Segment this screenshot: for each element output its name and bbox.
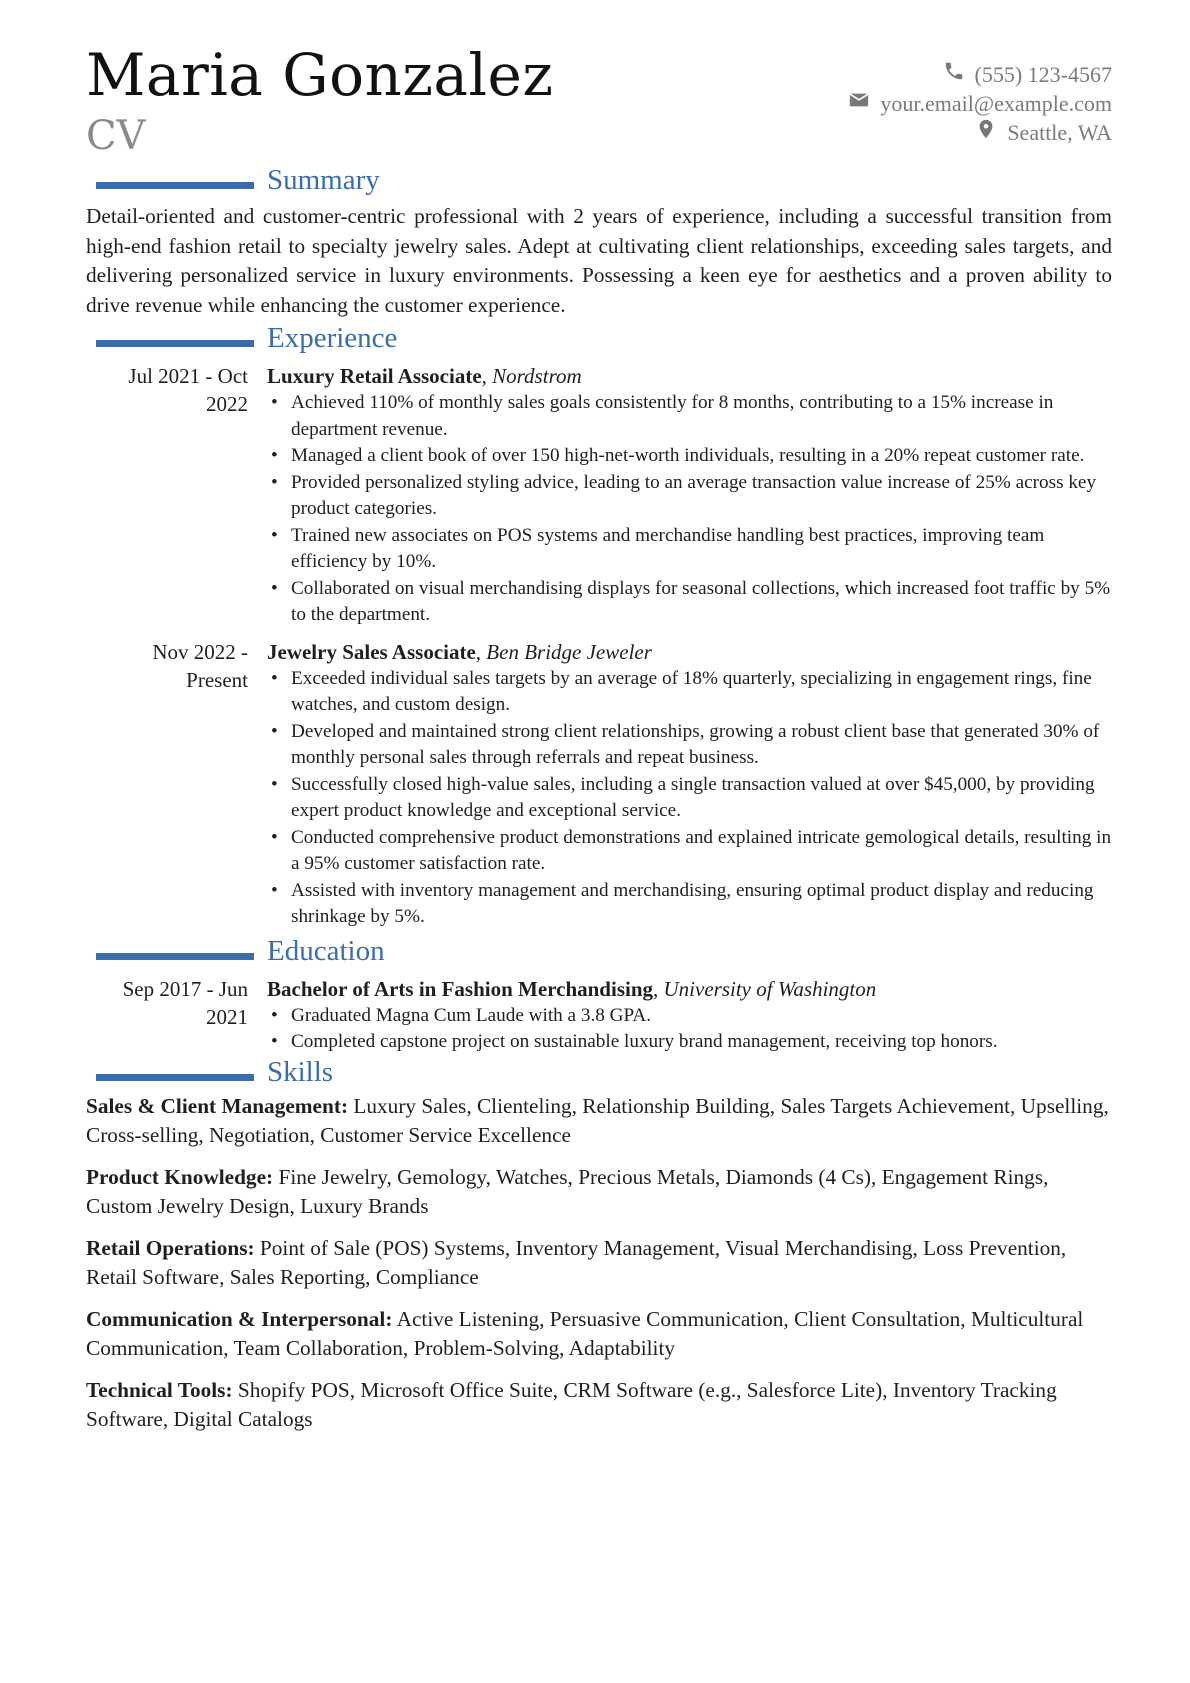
section-accent-bar — [96, 953, 254, 960]
entry-body — [267, 638, 1112, 931]
experience-entry — [86, 362, 1112, 629]
skill-category: Communication & Interpersonal: — [86, 1306, 393, 1331]
skill-items: Shopify POS, Microsoft Office Suite, CRM Software (e.g., Salesforce Lite), Inventory Tracking Software, Digital Catalogs — [86, 1377, 1057, 1431]
section-accent-bar — [96, 340, 254, 347]
experience-entry — [86, 638, 1112, 931]
entry-body — [267, 362, 1112, 629]
skill-row — [86, 1376, 1112, 1435]
section-title-skills: Skills — [267, 1055, 334, 1088]
list-item: • Exceeded individual sales targets by an average of 18% quarterly, specializing in engagement rings, fine watches, and custom design. — [267, 666, 1112, 719]
date-line: 2022 — [206, 392, 248, 416]
skill-row — [86, 1234, 1112, 1293]
entry-date — [86, 975, 267, 1056]
summary-text: Detail-oriented and customer-centric professional with 2 years of experience, including a successful transition from high-end fashion retail to specialty jewelry sales. Adept at cultivating client relationships, exceeding sales targets, and delivering personalized service in luxury environments. Possessing a keen eye for aesthetics and a proven ability to drive revenue while enhancing the customer experience. — [86, 204, 1112, 317]
bullet-list — [267, 1003, 1112, 1056]
skill-category: Technical Tools: — [86, 1377, 233, 1402]
list-item: • Managed a client book of over 150 high-net-worth individuals, resulting in a 20% repeat customer rate. — [267, 443, 1112, 470]
email-address[interactable]: your.email@example.com — [880, 91, 1112, 116]
date-line: Jul 2021 - Oct — [128, 364, 248, 388]
list-item: • Successfully closed high-value sales, including a single transaction valued at over $45,000, by providing expert product knowledge and exceptional service. — [267, 772, 1112, 825]
list-item: • Collaborated on visual merchandising displays for seasonal collections, which increased foot traffic by 5% to the department. — [267, 576, 1112, 629]
section-education-header — [86, 934, 1112, 971]
contact-location — [848, 118, 1112, 147]
skill-category: Product Knowledge: — [86, 1164, 274, 1189]
date-line: Present — [186, 667, 248, 692]
list-item: • Conducted comprehensive product demonstrations and explained intricate gemological details, resulting in a 95% customer satisfaction rate. — [267, 825, 1112, 878]
cv-header — [86, 41, 1112, 166]
list-item: • Developed and maintained strong client relationships, growing a robust client base that generated 30% of monthly personal sales through referrals and repeat business. — [267, 719, 1112, 772]
section-skills-header — [86, 1055, 1112, 1092]
job-role: Luxury Retail Associate — [267, 364, 482, 388]
phone-number[interactable]: (555) 123-4567 — [974, 62, 1112, 87]
entry-date — [86, 362, 267, 629]
list-item: • Graduated Magna Cum Laude with a 3.8 GPA. — [267, 1003, 1112, 1030]
location-text: Seattle, WA — [1007, 120, 1112, 145]
map-pin-icon — [975, 118, 997, 147]
list-item: • Completed capstone project on sustainable luxury brand management, receiving top honors. — [267, 1029, 1112, 1056]
employer: Nordstrom — [492, 364, 582, 388]
bullet-list — [267, 666, 1112, 931]
education-entry — [86, 975, 1112, 1056]
date-line: Nov 2022 - — [152, 639, 248, 664]
job-role: Jewelry Sales Associate — [267, 639, 476, 664]
contact-block — [848, 60, 1112, 147]
employer: Ben Bridge Jeweler — [486, 639, 652, 664]
section-title-education: Education — [267, 934, 385, 967]
section-accent-bar — [96, 1074, 254, 1081]
section-experience-header — [86, 324, 1112, 358]
section-title-summary: Summary — [267, 164, 380, 196]
skill-row — [86, 1163, 1112, 1222]
list-item: • Achieved 110% of monthly sales goals consistently for 8 months, contributing to a 15% increase in department revenue. — [267, 390, 1112, 443]
document-subtitle: CV — [86, 113, 146, 159]
contact-phone — [848, 60, 1112, 89]
date-line: 2021 — [206, 1004, 248, 1029]
list-item: • Assisted with inventory management and merchandising, ensuring optimal product display and reducing shrinkage by 5%. — [267, 878, 1112, 931]
section-title-experience: Experience — [267, 322, 398, 354]
entry-title: Luxury Retail Associate, Nordstrom — [267, 364, 582, 388]
skill-items: Luxury Sales, Clienteling, Relationship Building, Sales Targets Achievement, Upselling, Cross-selling, Negotiation, Customer Service Excellence — [86, 1093, 1109, 1147]
section-summary-header — [86, 166, 1112, 200]
degree: Bachelor of Arts in Fashion Merchandising — [267, 976, 654, 1001]
entry-title: Jewelry Sales Associate, Ben Bridge Jeweler — [267, 639, 652, 664]
skills-list — [86, 1092, 1112, 1435]
bullet-list — [267, 390, 1112, 629]
skill-row — [86, 1092, 1112, 1151]
date-line: Sep 2017 - Jun — [122, 976, 248, 1001]
list-item: • Provided personalized styling advice, leading to an average transaction value increase of 25% across key product categories. — [267, 470, 1112, 523]
skill-category: Retail Operations: — [86, 1235, 255, 1260]
envelope-icon — [848, 89, 870, 118]
phone-icon — [943, 60, 965, 89]
skill-items: Point of Sale (POS) Systems, Inventory Management, Visual Merchandising, Loss Prevention, Retail Software, Sales Reporting, Compliance — [86, 1235, 1067, 1289]
cv-page — [86, 40, 1112, 1447]
entry-date — [86, 638, 267, 931]
institution: University of Washington — [663, 976, 877, 1001]
skill-items: Fine Jewelry, Gemology, Watches, Precious Metals, Diamonds (4 Cs), Engagement Rings, Custom Jewelry Design, Luxury Brands — [86, 1164, 1049, 1218]
section-accent-bar — [96, 182, 254, 189]
entry-title: Bachelor of Arts in Fashion Merchandising, University of Washington — [267, 976, 877, 1001]
contact-email — [848, 89, 1112, 118]
person-name: Maria Gonzalez — [86, 41, 554, 109]
skill-category: Sales & Client Management: — [86, 1093, 349, 1118]
entry-body — [267, 975, 1112, 1056]
list-item: • Trained new associates on POS systems and merchandise handling best practices, improving team efficiency by 10%. — [267, 523, 1112, 576]
skill-items: Active Listening, Persuasive Communication, Client Consultation, Multicultural Communication, Team Collaboration, Problem-Solving, Adaptability — [86, 1306, 1084, 1360]
skill-row — [86, 1305, 1112, 1364]
